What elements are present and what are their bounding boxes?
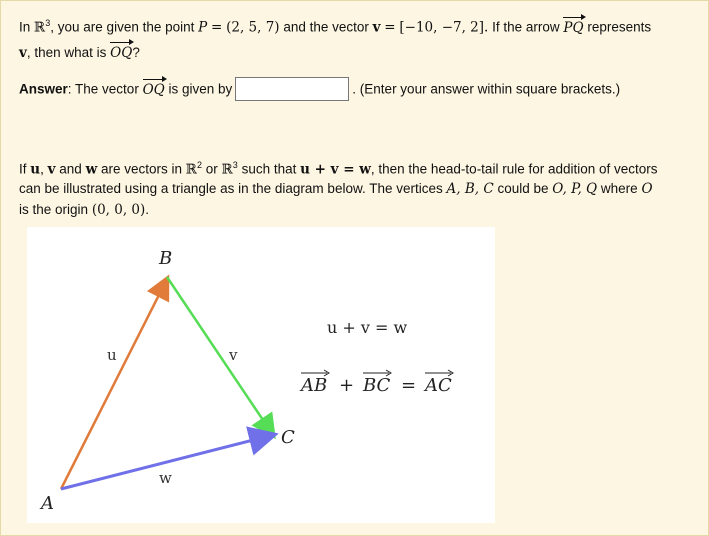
- plus-sign: +: [339, 375, 355, 396]
- w-label: w: [159, 469, 172, 487]
- explanation-line-1: If u, v and w are vectors in ℝ$^2$ or ℝ$^3$ such that u + v = w, then the head-to-tail rule for addition of vectors: [19, 160, 658, 178]
- answer-label: Answer: [19, 81, 68, 97]
- vector-u-arrow: [61, 279, 167, 489]
- vector-AC-label: AC: [425, 375, 452, 396]
- explanation-line-2: can be illustrated using a triangle as in the diagram below. The vertices A, B, C could be O, P, Q where O: [19, 181, 653, 197]
- vector-OQ: OQ: [110, 45, 133, 61]
- answer-row: Answer: The vector OQ is given by . (Enter your answer within square brackets.): [19, 78, 620, 102]
- vertex-B-label: B: [159, 248, 173, 269]
- question-line-2: v, then what is OQ?: [19, 45, 140, 61]
- vector-AB-label: AB: [301, 375, 328, 396]
- answer-vector-OQ: OQ: [142, 81, 165, 98]
- equation-uvw: u + v = w: [327, 318, 408, 337]
- vertex-A-label: A: [41, 493, 54, 514]
- vector-BC-label: BC: [363, 375, 391, 396]
- vertex-C-label: C: [281, 427, 295, 448]
- question-line-1: In ℝ$^3$, you are given the point P = (2, 5, 7) and the vector v = [−10, −7, 2]. If the arrow PQ represents: [19, 18, 652, 36]
- vector-v-arrow: [167, 277, 273, 435]
- v-label: v: [229, 346, 238, 364]
- explanation-line-3: is the origin (0, 0, 0).: [19, 202, 150, 218]
- vector-PQ: PQ: [563, 19, 584, 36]
- equation-vectors: [299, 370, 453, 396]
- triangle-diagram: [27, 227, 495, 523]
- u-label: u: [107, 346, 117, 364]
- triangle-svg: [27, 227, 495, 523]
- answer-input[interactable]: [235, 77, 349, 101]
- equals-sign: =: [401, 375, 417, 396]
